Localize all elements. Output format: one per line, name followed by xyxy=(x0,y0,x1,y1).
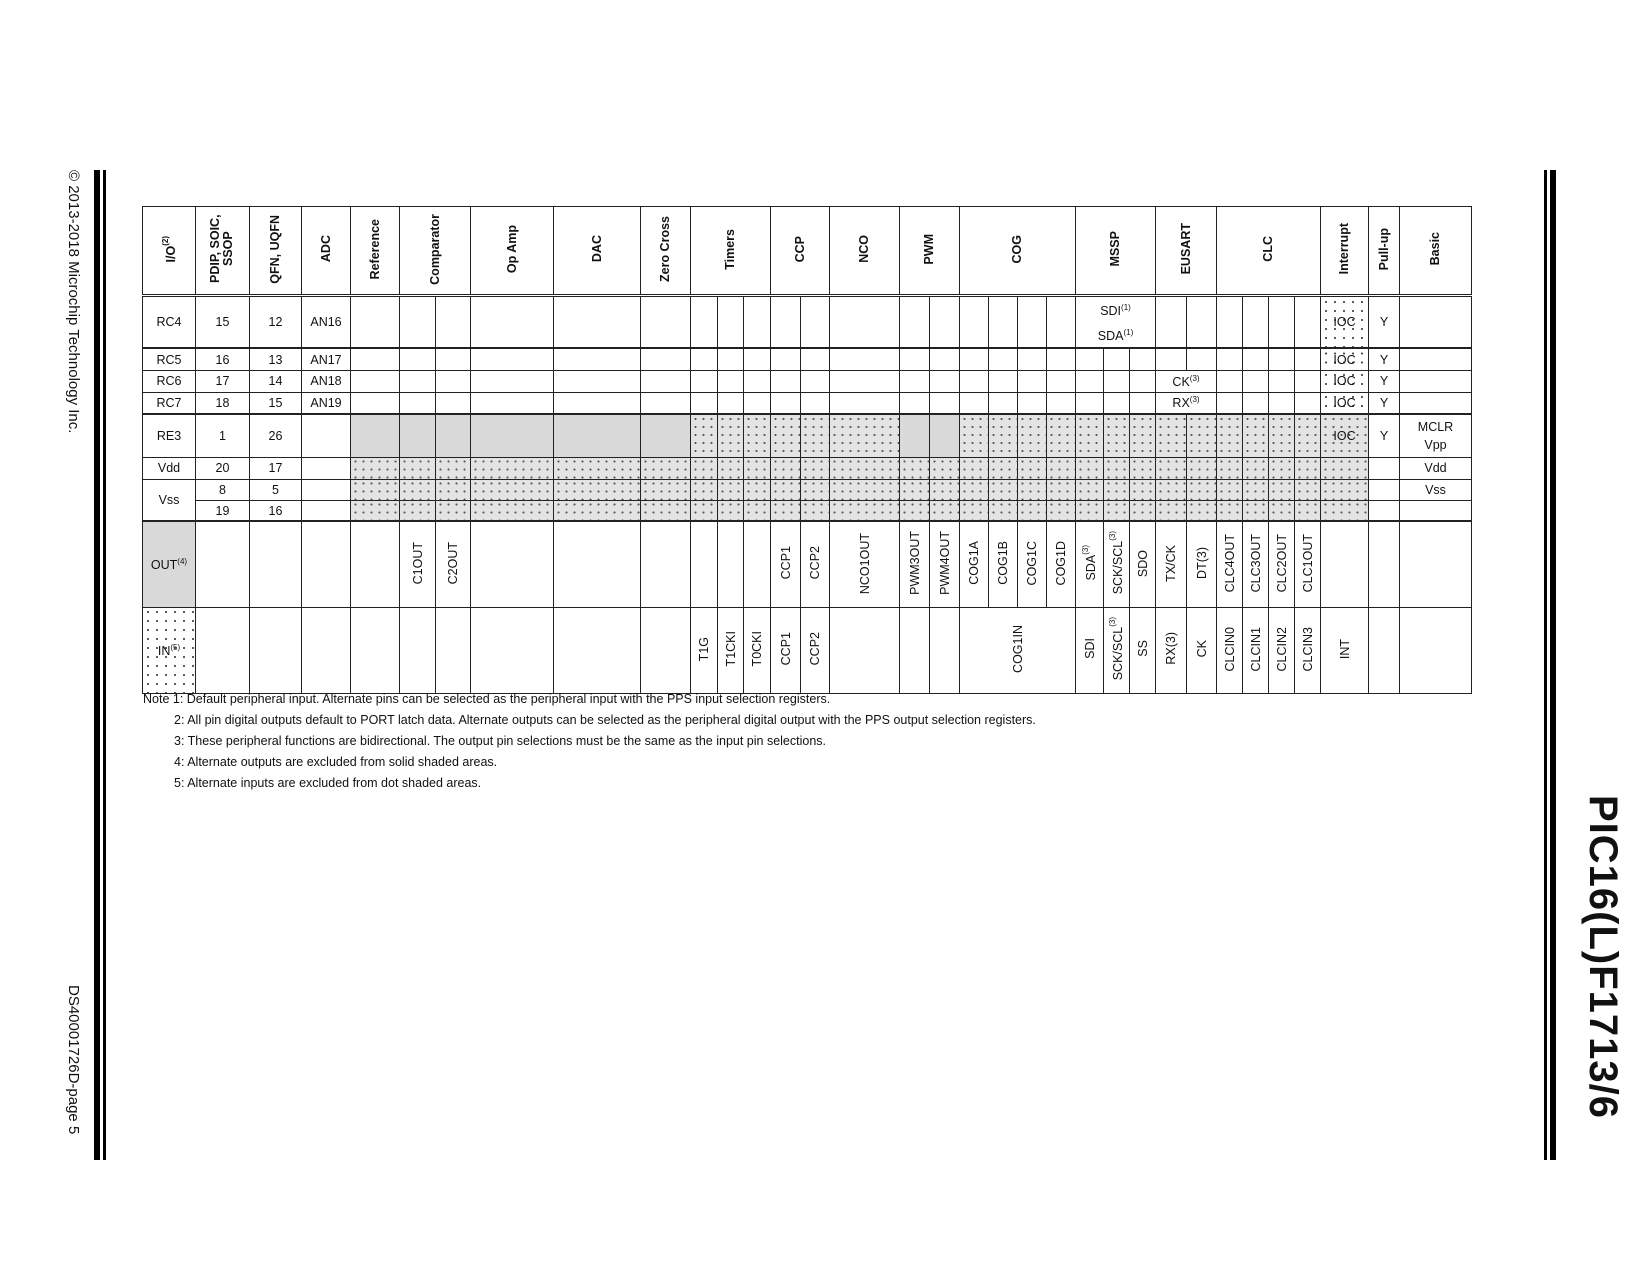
cell-clc4out: CLC4OUT xyxy=(1217,521,1243,607)
cell-interrupt: IOC xyxy=(1321,392,1369,414)
cell-io: RC7 xyxy=(143,392,196,414)
cell-int: INT xyxy=(1321,607,1369,693)
header-nco: NCO xyxy=(830,207,900,296)
table-row-vss-2 xyxy=(143,500,1472,521)
cell-io: Vdd xyxy=(143,457,196,479)
cell-sck-in: SCK/SCL$^{(3)}$ xyxy=(1104,607,1130,693)
cell-eusart: CK$^{(3)}$ xyxy=(1156,370,1217,392)
cell-c1out: C1OUT xyxy=(400,521,436,607)
cell-clcin0: CLCIN0 xyxy=(1217,607,1243,693)
cell-cog1in: COG1IN xyxy=(960,607,1076,693)
note-5: 5: Alternate inputs are excluded from dot shaded areas. xyxy=(174,776,482,790)
header-opamp: Op Amp xyxy=(471,207,554,296)
cell-adc: AN17 xyxy=(302,348,351,370)
doc-page-number: DS40001726D-page 5 xyxy=(65,985,82,1135)
cell-adc: AN16 xyxy=(302,296,351,349)
table-row-vdd xyxy=(143,457,1472,479)
cell-nco1out: NCO1OUT xyxy=(830,521,900,607)
cell-t1cki: T1CKI xyxy=(718,607,744,693)
cell-interrupt: IOC xyxy=(1321,414,1369,457)
cell-qfn: 5 xyxy=(250,479,302,500)
cell-pdip: 16 xyxy=(196,348,250,370)
note-4: 4: Alternate outputs are excluded from solid shaded areas. xyxy=(174,755,498,769)
left-border-thick xyxy=(94,170,100,1160)
cell-ccp2-in: CCP2 xyxy=(801,607,830,693)
cell-pullup: Y xyxy=(1369,348,1400,370)
cell-io: RE3 xyxy=(143,414,196,457)
cell-pullup: Y xyxy=(1369,370,1400,392)
table-row-rc4 xyxy=(143,296,1472,349)
cell-in-label: IN$^{(5)}$ xyxy=(143,607,196,693)
cell-adc: AN18 xyxy=(302,370,351,392)
cell-ccp1-in: CCP1 xyxy=(771,607,801,693)
cell-qfn: 26 xyxy=(250,414,302,457)
cell-pdip: 15 xyxy=(196,296,250,349)
header-mssp: MSSP xyxy=(1076,207,1156,296)
cell-clc1out: CLC1OUT xyxy=(1295,521,1321,607)
cell-ss: SS xyxy=(1130,607,1156,693)
cell-basic: MCLR Vpp xyxy=(1400,414,1472,457)
cell-pdip: 18 xyxy=(196,392,250,414)
table-row-in xyxy=(143,607,1472,693)
cell-pullup: Y xyxy=(1369,392,1400,414)
document-title: PIC16(L)F1713/6 xyxy=(1581,795,1625,1120)
cell-clcin1: CLCIN1 xyxy=(1243,607,1269,693)
cell-cog1c: COG1C xyxy=(1018,521,1047,607)
cell-qfn: 16 xyxy=(250,500,302,521)
cell-qfn: 12 xyxy=(250,296,302,349)
header-timers: Timers xyxy=(691,207,771,296)
right-border-thick xyxy=(1550,170,1556,1160)
note-2: 2: All pin digital outputs default to PORT latch data. Alternate outputs can be selected as the peripheral digital output with the PPS output selection registers. xyxy=(174,713,1036,727)
cell-pdip: 20 xyxy=(196,457,250,479)
cell-io: RC4 xyxy=(143,296,196,349)
cell-clc2out: CLC2OUT xyxy=(1269,521,1295,607)
cell-interrupt: IOC xyxy=(1321,348,1369,370)
cell-c2out: C2OUT xyxy=(436,521,471,607)
cell-clcin3: CLCIN3 xyxy=(1295,607,1321,693)
cell-pwm3out: PWM3OUT xyxy=(900,521,930,607)
cell-pdip: 8 xyxy=(196,479,250,500)
cell-mssp: SDI$^{(1)}$ SDA$^{(1)}$ xyxy=(1076,296,1156,349)
cell-pdip: 1 xyxy=(196,414,250,457)
header-basic: Basic xyxy=(1400,207,1472,296)
cell-sck-out: SCK/SCL$^{(3)}$ xyxy=(1104,521,1130,607)
cell-rx-in: RX(3) xyxy=(1156,607,1187,693)
copyright-text: © 2013-2018 Microchip Technology Inc. xyxy=(65,170,82,434)
table-row-rc5 xyxy=(143,348,1472,370)
cell-t0cki: T0CKI xyxy=(744,607,771,693)
header-adc: ADC xyxy=(302,207,351,296)
cell-t1g: T1G xyxy=(691,607,718,693)
header-eusart: EUSART xyxy=(1156,207,1217,296)
cell-io: RC6 xyxy=(143,370,196,392)
left-border-thin xyxy=(103,170,106,1160)
pin-allocation-table xyxy=(142,206,1472,694)
header-dac: DAC xyxy=(554,207,641,296)
cell-qfn: 14 xyxy=(250,370,302,392)
cell-sda-out: SDA$^{(3)}$ xyxy=(1076,521,1104,607)
cell-ccp1-out: CCP1 xyxy=(771,521,801,607)
table-row-out xyxy=(143,521,1472,607)
cell-out-label: OUT$^{(4)}$ xyxy=(143,521,196,607)
header-qfn: QFN, UQFN xyxy=(250,207,302,296)
header-pdip: PDIP, SOIC, SSOP xyxy=(196,207,250,296)
cell-cog1b: COG1B xyxy=(989,521,1018,607)
header-cog: COG xyxy=(960,207,1076,296)
header-row xyxy=(143,207,1472,296)
note-1: Note 1: Default peripheral input. Alternate pins can be selected as the peripheral input with the PPS input selection registers. xyxy=(143,692,831,706)
table-row-rc6 xyxy=(143,370,1472,392)
header-io: $I/O^{(2)}$ xyxy=(143,207,196,296)
table-row-vss xyxy=(143,479,1472,500)
cell-io: Vss xyxy=(143,479,196,521)
cell-io: RC5 xyxy=(143,348,196,370)
table-row-rc7 xyxy=(143,392,1472,414)
cell-basic: Vdd xyxy=(1400,457,1472,479)
cell-qfn: 13 xyxy=(250,348,302,370)
cell-pdip: 17 xyxy=(196,370,250,392)
cell-pwm4out: PWM4OUT xyxy=(930,521,960,607)
table-notes xyxy=(143,689,1036,794)
table-row-re3 xyxy=(143,414,1472,457)
cell-basic: Vss xyxy=(1400,479,1472,500)
header-clc: CLC xyxy=(1217,207,1321,296)
cell-qfn: 15 xyxy=(250,392,302,414)
header-pwm: PWM xyxy=(900,207,960,296)
cell-pdip: 19 xyxy=(196,500,250,521)
header-zerocross: Zero Cross xyxy=(641,207,691,296)
cell-pullup: Y xyxy=(1369,414,1400,457)
cell-clc3out: CLC3OUT xyxy=(1243,521,1269,607)
cell-eusart: RX$^{(3)}$ xyxy=(1156,392,1217,414)
cell-txck: TX/CK xyxy=(1156,521,1187,607)
header-comparator: Comparator xyxy=(400,207,471,296)
header-ccp: CCP xyxy=(771,207,830,296)
cell-cog1d: COG1D xyxy=(1047,521,1076,607)
header-reference: Reference xyxy=(351,207,400,296)
cell-sdi-in: SDI xyxy=(1076,607,1104,693)
cell-adc: AN19 xyxy=(302,392,351,414)
cell-qfn: 17 xyxy=(250,457,302,479)
cell-pullup: Y xyxy=(1369,296,1400,349)
cell-interrupt: IOC xyxy=(1321,370,1369,392)
header-pullup: Pull-up xyxy=(1369,207,1400,296)
cell-ck-in: CK xyxy=(1187,607,1217,693)
right-border-thin xyxy=(1544,170,1547,1160)
cell-dt: DT(3) xyxy=(1187,521,1217,607)
cell-interrupt: IOC xyxy=(1321,296,1369,349)
cell-cog1a: COG1A xyxy=(960,521,989,607)
cell-clcin2: CLCIN2 xyxy=(1269,607,1295,693)
cell-sdo: SDO xyxy=(1130,521,1156,607)
cell-ccp2-out: CCP2 xyxy=(801,521,830,607)
header-interrupt: Interrupt xyxy=(1321,207,1369,296)
note-3: 3: These peripheral functions are bidirectional. The output pin selections must be the same as the input pin selections. xyxy=(174,734,827,748)
